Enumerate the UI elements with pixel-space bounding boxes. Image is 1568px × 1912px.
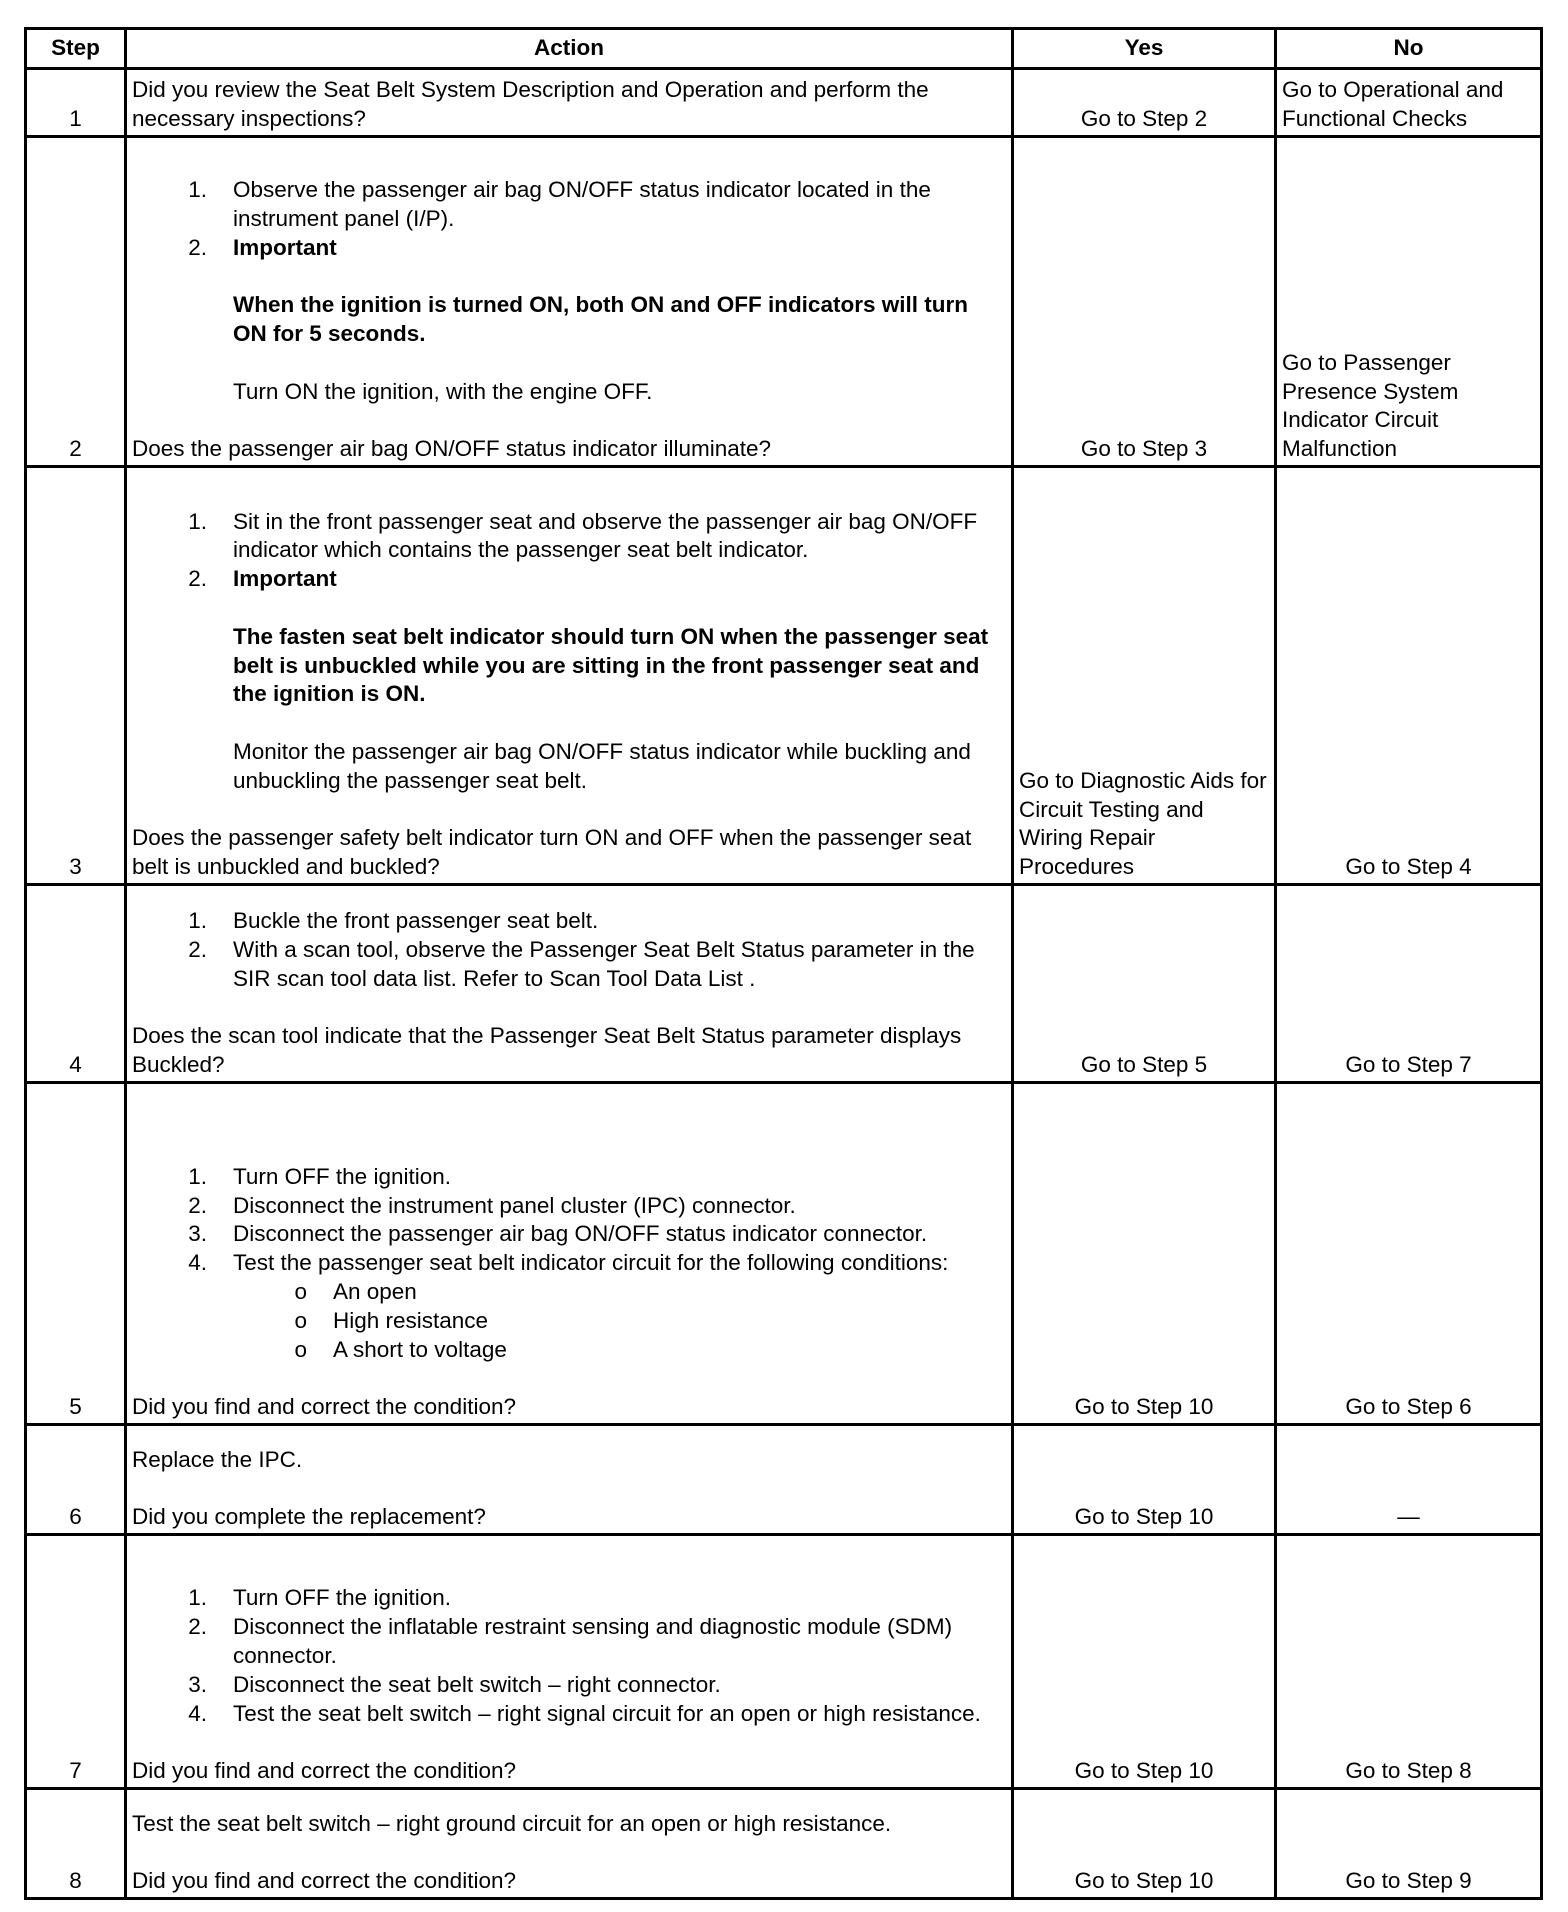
- table-row: [26, 885, 1542, 1083]
- list-item: 1. Turn OFF the ignition.: [188, 1585, 452, 1611]
- table-row: [26, 1789, 1542, 1899]
- list-item: o High resistance: [294, 1307, 489, 1333]
- question-text: Did you find and correct the condition?: [132, 1758, 516, 1784]
- instruction: Turn ON the ignition, with the engine OFF.: [233, 378, 653, 404]
- table-row: [26, 467, 1542, 885]
- list-item: o A short to voltage: [294, 1336, 507, 1362]
- no-cell: Go to Passenger Presence System Indicator Circuit Malfunction: [1276, 137, 1542, 467]
- action-steps-list: [132, 508, 1006, 796]
- action-cell: [126, 69, 1013, 137]
- header-row: [26, 29, 1542, 69]
- yes-cell: Go to Diagnostic Aids for Circuit Testing and Wiring Repair Procedures: [1013, 467, 1276, 885]
- step-number: 8: [26, 1789, 126, 1899]
- yes-cell: Go to Step 10: [1013, 1083, 1276, 1425]
- important-gap: [132, 262, 1006, 291]
- action-cell: [126, 1083, 1013, 1425]
- yes-cell: Go to Step 2: [1013, 69, 1276, 137]
- list-item: 3. Disconnect the seat belt switch – right connector.: [188, 1671, 721, 1697]
- table-row: [26, 1535, 1542, 1789]
- yes-cell: Go to Step 3: [1013, 137, 1276, 467]
- step-number: 5: [26, 1083, 126, 1425]
- condition-sublist: [233, 1278, 1006, 1364]
- list-item: 1. Observe the passenger air bag ON/OFF status indicator located in the instrument panel (I/P).: [188, 177, 931, 231]
- header-action: Action: [126, 29, 1013, 69]
- list-item: 1. Sit in the front passenger seat and observe the passenger air bag ON/OFF indicator which contains the passenger seat belt indicator.: [188, 508, 978, 563]
- table-row: [26, 69, 1542, 137]
- header-step: Step: [26, 29, 126, 69]
- action-cell: [126, 1425, 1013, 1535]
- action-steps-list: [132, 907, 1006, 993]
- question-text: Does the passenger safety belt indicator turn ON and OFF when the passenger seat belt is unbuckled and buckled?: [132, 825, 972, 880]
- table-row: [26, 137, 1542, 467]
- list-item: 1. Buckle the front passenger seat belt.: [188, 908, 599, 934]
- list-item: 2. Disconnect the inflatable restraint sensing and diagnostic module (SDM) connector.: [188, 1614, 953, 1669]
- step-number: 3: [26, 467, 126, 885]
- action-cell: [126, 1789, 1013, 1899]
- question-text: Did you complete the replacement?: [132, 1504, 486, 1530]
- diagnostic-table: [24, 27, 1543, 1900]
- no-cell: —: [1276, 1425, 1542, 1535]
- important-note: When the ignition is turned ON, both ON and OFF indicators will turn ON for 5 seconds.: [233, 292, 968, 347]
- no-cell: Go to Step 6: [1276, 1083, 1542, 1425]
- action-cell: [126, 1535, 1013, 1789]
- table-row: [26, 1425, 1542, 1535]
- list-item: 2. Important: [188, 234, 337, 260]
- yes-cell: Go to Step 10: [1013, 1425, 1276, 1535]
- table-row: [26, 1083, 1542, 1425]
- no-cell: Go to Step 7: [1276, 885, 1542, 1083]
- action-text: Test the seat belt switch – right ground circuit for an open or high resistance.: [132, 1810, 892, 1836]
- no-cell: Go to Step 9: [1276, 1789, 1542, 1899]
- question-text: Does the scan tool indicate that the Passenger Seat Belt Status parameter displays Buckled?: [132, 1023, 962, 1078]
- list-item: 2. Important: [188, 566, 337, 592]
- no-cell: Go to Step 8: [1276, 1535, 1542, 1789]
- list-item: 4. Test the seat belt switch – right signal circuit for an open or high resistance.: [188, 1700, 981, 1726]
- action-cell: [126, 137, 1013, 467]
- question-text: Does the passenger air bag ON/OFF status indicator illuminate?: [132, 436, 772, 462]
- step-number: 1: [26, 69, 126, 137]
- important-gap: [132, 349, 1006, 378]
- yes-cell: Go to Step 5: [1013, 885, 1276, 1083]
- yes-cell: Go to Step 10: [1013, 1789, 1276, 1899]
- list-item: 4. Test the passenger seat belt indicator circuit for the following conditions:: [188, 1250, 949, 1276]
- header-no: No: [1276, 29, 1542, 69]
- action-steps-list: [132, 1163, 1006, 1278]
- no-cell: Go to Step 4: [1276, 467, 1542, 885]
- header-yes: Yes: [1013, 29, 1276, 69]
- list-item: o An open: [294, 1279, 417, 1305]
- action-steps-list: [132, 176, 1006, 406]
- important-gap: [132, 709, 1006, 738]
- list-item: 1. Turn OFF the ignition.: [188, 1163, 452, 1189]
- important-note: The fasten seat belt indicator should turn ON when the passenger seat belt is unbuckled while you are sitting in the front passenger seat and the ignition is ON.: [233, 623, 989, 707]
- list-item: 2. Disconnect the instrument panel cluster (IPC) connector.: [188, 1192, 796, 1218]
- list-item: 3. Disconnect the passenger air bag ON/OFF status indicator connector.: [188, 1221, 928, 1247]
- action-text: Did you review the Seat Belt System Description and Operation and perform the necessary inspections?: [132, 77, 929, 132]
- step-number: 6: [26, 1425, 126, 1535]
- action-text: Replace the IPC.: [132, 1446, 303, 1472]
- yes-cell: Go to Step 10: [1013, 1535, 1276, 1789]
- list-item: 2. With a scan tool, observe the Passenger Seat Belt Status parameter in the SIR scan tool data list. Refer to Scan Tool Data List .: [188, 937, 975, 991]
- step-number: 7: [26, 1535, 126, 1789]
- action-steps-list: [132, 1584, 1006, 1728]
- question-text: Did you find and correct the condition?: [132, 1868, 516, 1894]
- important-gap: [132, 594, 1006, 623]
- question-text: Did you find and correct the condition?: [132, 1394, 516, 1420]
- step-number: 2: [26, 137, 126, 467]
- action-cell: [126, 885, 1013, 1083]
- step-number: 4: [26, 885, 126, 1083]
- instruction: Monitor the passenger air bag ON/OFF status indicator while buckling and unbuckling the passenger seat belt.: [233, 739, 971, 793]
- action-cell: [126, 467, 1013, 885]
- no-cell: Go to Operational and Functional Checks: [1276, 69, 1542, 137]
